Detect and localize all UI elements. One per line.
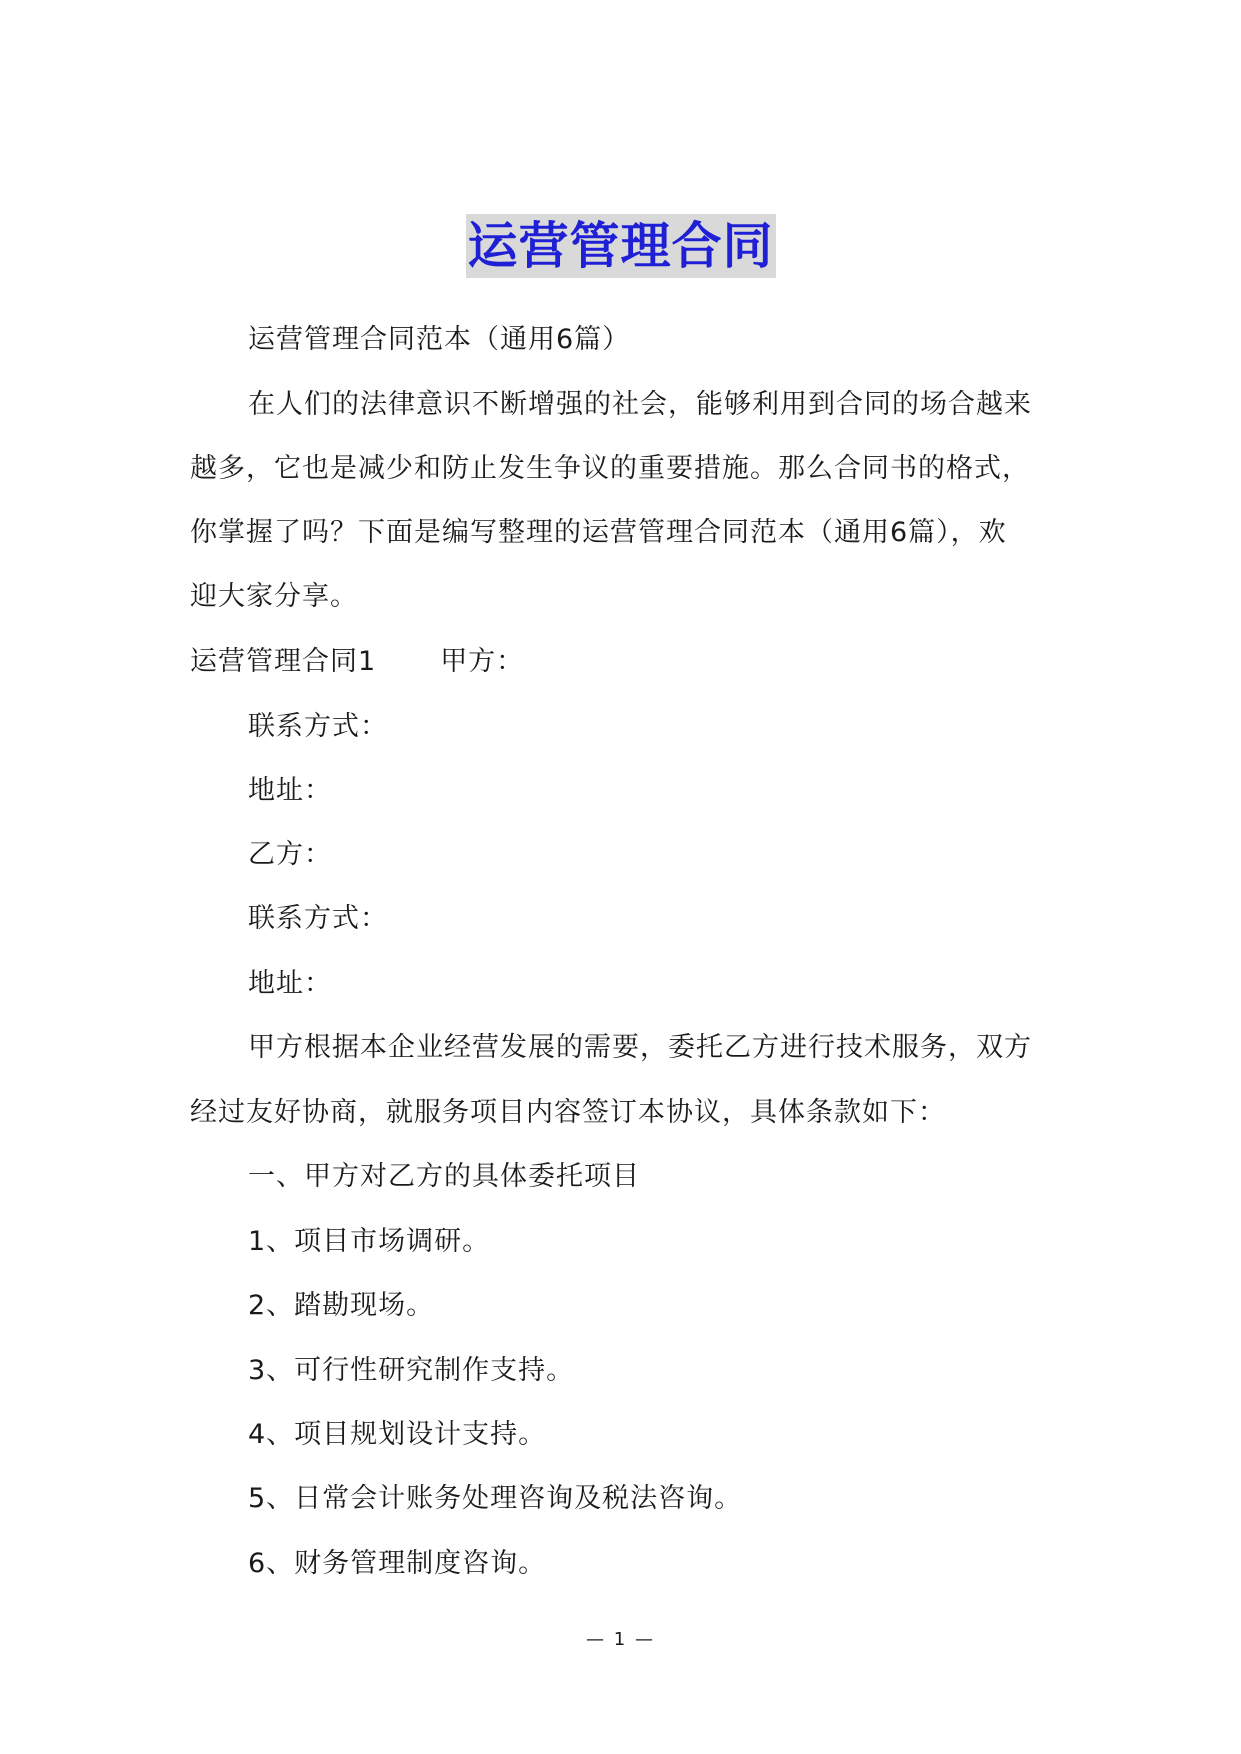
list-item: 3、可行性研究制作支持。 — [248, 1355, 575, 1386]
party-field: 地址： — [248, 775, 332, 806]
list-item: 1、项目市场调研。 — [248, 1226, 491, 1257]
agreement-line: 甲方根据本企业经营发展的需要，委托乙方进行技术服务，双方 — [248, 1032, 1032, 1063]
subtitle: 运营管理合同范本（通用6篇） — [248, 324, 631, 355]
intro-line: 越多，它也是减少和防止发生争议的重要措施。那么合同书的格式， — [190, 453, 1030, 484]
party-field: 联系方式： — [248, 903, 388, 934]
section-heading: 运营管理合同1 — [190, 646, 377, 677]
party-a-label: 甲方： — [440, 646, 525, 677]
party-field: 联系方式： — [248, 711, 388, 742]
document-title: 运营管理合同 — [466, 214, 776, 278]
list-item: 2、踏勘现场。 — [248, 1290, 435, 1321]
intro-line: 迎大家分享。 — [190, 581, 358, 612]
list-item: 4、项目规划设计支持。 — [248, 1419, 547, 1450]
clause-heading: 一、甲方对乙方的具体委托项目 — [248, 1161, 640, 1192]
agreement-line: 经过友好协商，就服务项目内容签订本协议，具体条款如下： — [190, 1097, 946, 1128]
party-field: 乙方： — [248, 839, 332, 870]
list-item: 6、财务管理制度咨询。 — [248, 1548, 547, 1579]
party-field: 地址： — [248, 968, 332, 999]
list-item: 5、日常会计账务处理咨询及税法咨询。 — [248, 1483, 743, 1514]
page-number: — 1 — — [586, 1629, 655, 1650]
section-heading-row — [190, 644, 524, 680]
title-container — [0, 214, 1241, 278]
intro-line: 在人们的法律意识不断增强的社会，能够利用到合同的场合越来 — [248, 389, 1032, 420]
intro-line: 你掌握了吗？下面是编写整理的运营管理合同范本（通用6篇），欢 — [190, 517, 1007, 548]
